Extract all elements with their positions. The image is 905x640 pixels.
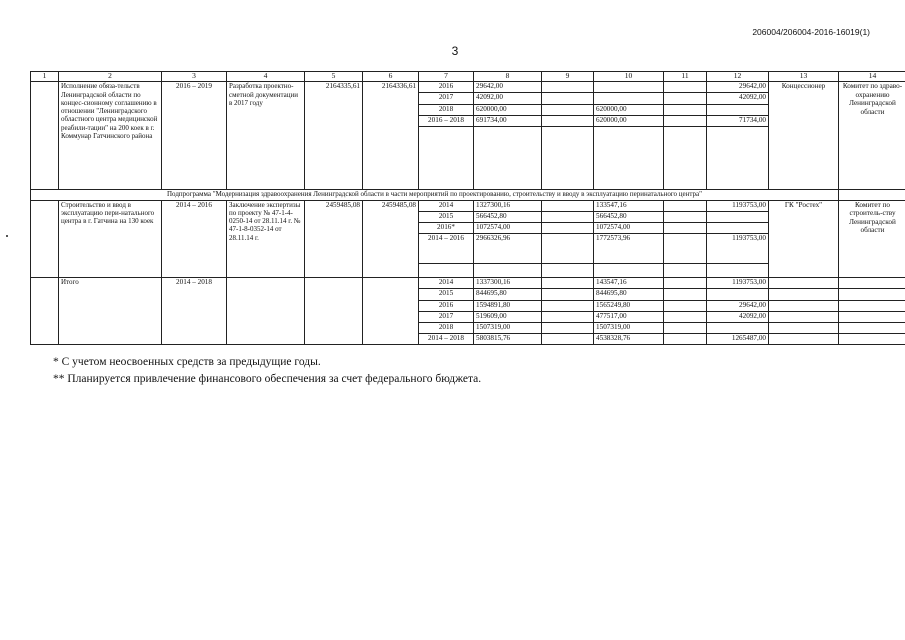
amount-regional: 566452,80	[594, 211, 664, 222]
amount-regional: 620000,00	[594, 115, 664, 126]
amount-other: 71734,00	[707, 115, 769, 126]
amount-regional: 620000,00	[594, 104, 664, 115]
amount-total: 519609,00	[474, 311, 542, 322]
col-header: 14	[839, 72, 905, 82]
amount-other: 42092,00	[707, 93, 769, 104]
amount-other: 1193753,00	[707, 278, 769, 289]
responsible-body: Комитет по здраво-охранению Ленинградской области	[839, 82, 905, 190]
col-header: 7	[419, 72, 474, 82]
year: 2014	[419, 200, 474, 211]
program-table	[30, 71, 905, 345]
document-id: 206004/206004-2016-16019(1)	[752, 27, 870, 37]
amount-other	[707, 322, 769, 333]
col-header: 6	[363, 72, 419, 82]
cost-estimate: 2164335,61	[305, 82, 363, 190]
amount-regional: 1072574,00	[594, 222, 664, 233]
amount-total: 1337300,16	[474, 278, 542, 289]
cost-estimate: 2459485,08	[305, 200, 363, 278]
amount-regional: 1507319,00	[594, 322, 664, 333]
amount-other	[707, 289, 769, 300]
amount-total: 29642,00	[474, 82, 542, 93]
col-header: 3	[162, 72, 227, 82]
col-header: 9	[542, 72, 594, 82]
col-header: 12	[707, 72, 769, 82]
subprogram-title: Подпрограмма "Модернизация здравоохранения Ленинградской области в части мероприятий по проектированию, строительству и вводу в эксплуатацию перинатального центра"	[31, 190, 839, 201]
col-header: 1	[31, 72, 59, 82]
table-row	[31, 278, 905, 289]
col-header: 11	[664, 72, 707, 82]
amount-total: 844695,80	[474, 289, 542, 300]
amount-total: 1507319,00	[474, 322, 542, 333]
total-label: Итого	[59, 278, 162, 345]
amount-other	[707, 211, 769, 222]
amount-regional: 1772573,96	[594, 234, 664, 264]
year: 2018	[419, 322, 474, 333]
measure-name: Строительство и ввод в эксплуатацию пери-натального центра в г. Гатчина на 130 коек	[59, 200, 162, 278]
measure-name: Исполнение обяза-тельств Ленинградской области по концес-сионному соглашению в отношении "Ленинградского областного центра медицинской реабили-тации" на 200 коек в г. Коммунар Гатчинского района	[59, 82, 162, 190]
amount-other: 1265487,00	[707, 333, 769, 344]
period: 2016 – 2019	[162, 82, 227, 190]
subprogram-row	[31, 190, 905, 201]
amount-other: 1193753,00	[707, 200, 769, 211]
year: 2016*	[419, 222, 474, 233]
executor: ГК "Ростех"	[769, 200, 839, 278]
responsible-body: Комитет по строитель-ству Ленинградской области	[839, 200, 905, 278]
col-header: 10	[594, 72, 664, 82]
table-row	[31, 200, 905, 211]
period: 2014 – 2016	[162, 200, 227, 278]
year: 2016 – 2018	[419, 115, 474, 126]
year: 2017	[419, 311, 474, 322]
amount-other: 29642,00	[707, 82, 769, 93]
year: 2016	[419, 82, 474, 93]
year: 2016	[419, 300, 474, 311]
footnote: ** Планируется привлечение финансового обеспечения за счет федерального бюджета.	[53, 373, 482, 385]
period: 2014 – 2018	[162, 278, 227, 345]
project-document: Заключение экспертизы по проекту № 47-1-4-0250-14 от 28.11.14 г. № 47-1-8-0352-14 от 28.11.14 г.	[227, 200, 305, 278]
amount-total: 1327300,16	[474, 200, 542, 211]
amount-regional: 4538328,76	[594, 333, 664, 344]
amount-total: 566452,80	[474, 211, 542, 222]
amount-regional	[594, 82, 664, 93]
header-row	[31, 72, 905, 82]
year: 2015	[419, 289, 474, 300]
amount-total: 5803815,76	[474, 333, 542, 344]
project-document: Разработка проектно-сметной документации в 2017 году	[227, 82, 305, 190]
executor: Концессионер	[769, 82, 839, 190]
year: 2017	[419, 93, 474, 104]
amount-other: 1193753,00	[707, 234, 769, 264]
amount-total: 1072574,00	[474, 222, 542, 233]
year: 2014	[419, 278, 474, 289]
scan-speck	[6, 235, 8, 237]
footnote: * С учетом неосвоенных средств за предыдущие годы.	[53, 356, 321, 368]
col-header: 4	[227, 72, 305, 82]
year: 2018	[419, 104, 474, 115]
table-row	[31, 82, 905, 93]
amount-regional: 477517,00	[594, 311, 664, 322]
amount-total: 1594891,80	[474, 300, 542, 311]
amount-other	[707, 104, 769, 115]
year: 2014 – 2018	[419, 333, 474, 344]
col-header: 13	[769, 72, 839, 82]
amount-regional: 143547,16	[594, 278, 664, 289]
amount-regional: 133547,16	[594, 200, 664, 211]
page-number: 3	[451, 44, 459, 58]
amount-other	[707, 222, 769, 233]
amount-regional: 844695,80	[594, 289, 664, 300]
amount-other: 42092,00	[707, 311, 769, 322]
amount-total: 42092,00	[474, 93, 542, 104]
amount-total: 691734,00	[474, 115, 542, 126]
year: 2014 – 2016	[419, 234, 474, 264]
col-header: 5	[305, 72, 363, 82]
amount-total: 620000,00	[474, 104, 542, 115]
col-header: 8	[474, 72, 542, 82]
cost-estimate-current: 2164336,61	[363, 82, 419, 190]
footnotes	[53, 354, 481, 388]
col-header: 2	[59, 72, 162, 82]
amount-total: 2966326,96	[474, 234, 542, 264]
cost-estimate-current: 2459485,08	[363, 200, 419, 278]
amount-regional	[594, 93, 664, 104]
amount-regional: 1565249,80	[594, 300, 664, 311]
year: 2015	[419, 211, 474, 222]
amount-other: 29642,00	[707, 300, 769, 311]
